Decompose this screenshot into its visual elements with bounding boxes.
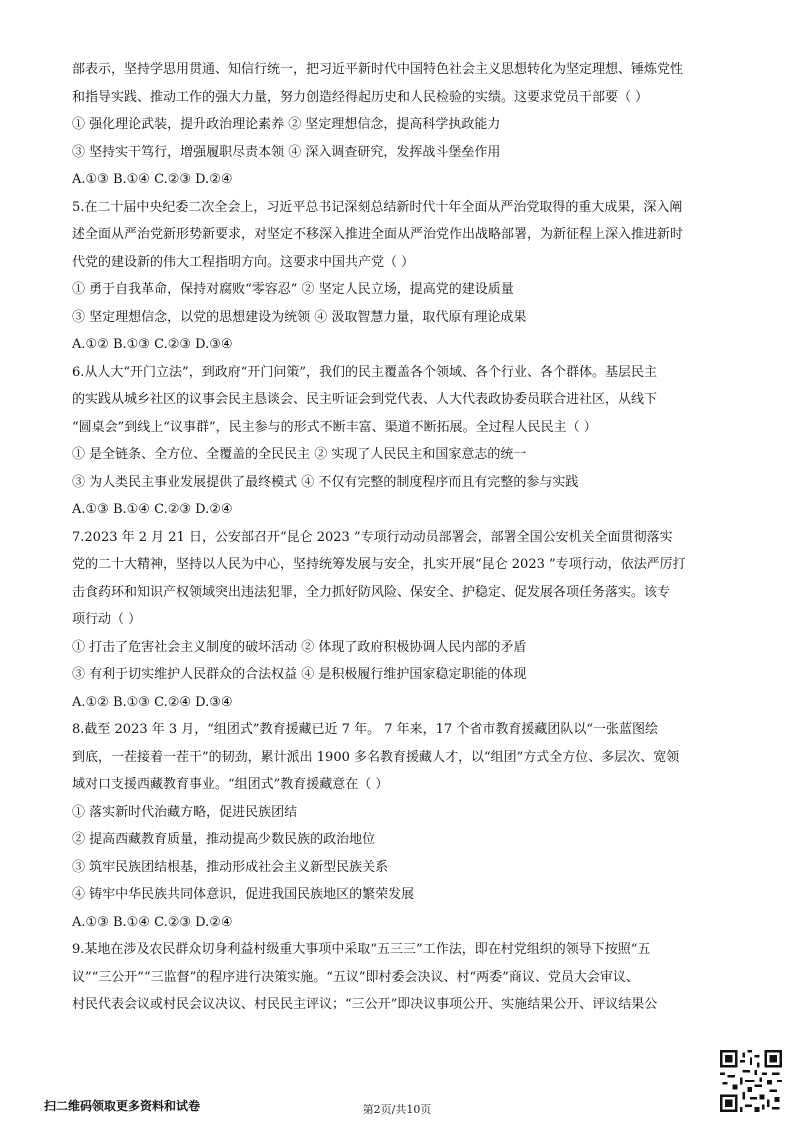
text-line: 和指导实践、推动工作的强大力量，努力创造经得起历史和人民检验的实绩。这要求党员干部要（ ） <box>72 89 649 105</box>
text-line: ③ 为人类民主事业发展提供了最终模式 ④ 不仅有完整的制度程序而且有完整的参与实践 <box>72 474 579 490</box>
text-line: 述全面从严治党新形势新要求，对坚定不移深入推进全面从严治党作出战略部署，为新征程上深入推进新时 <box>72 227 684 242</box>
text-line: 项行动（ ） <box>72 612 142 627</box>
text-line: A.①② B.①③ C.②③ D.③④ <box>72 337 233 352</box>
text-line: 8.截至 2023 年 3 月，“组团式”教育援藏已近 7 年。 7 年来，17 个省市教育援藏团队以“一张蓝图绘 <box>72 722 658 737</box>
text-line: “圆桌会”到线上“议事群”，民主参与的形式不断丰富、渠道不断拓展。全过程人民民主（ ） <box>72 419 597 435</box>
text-line: ③ 坚持实干笃行，增强履职尽责本领 ④ 深入调查研究，发挥战斗堡垒作用 <box>72 144 501 160</box>
qr-code-icon[interactable] <box>720 1050 782 1112</box>
text-line: ② 提高西藏教育质量，推动提高少数民族的政治地位 <box>72 832 376 847</box>
text-line: ③ 有利于切实维护人民群众的合法权益 ④ 是积极履行维护国家稳定职能的体现 <box>72 667 527 682</box>
text-line: ① 是全链条、全方位、全覆盖的全民民主 ② 实现了人民民主和国家意志的统一 <box>72 447 527 462</box>
text-line: 代党的建设新的伟大工程指明方向。这要求中国共产党（ ） <box>72 254 415 270</box>
text-line: A.①② B.①③ C.②④ D.③④ <box>72 694 233 710</box>
document-body <box>72 56 724 1019</box>
text-line: ④ 铸牢中华民族共同体意识，促进我国民族地区的繁荣发展 <box>72 887 415 902</box>
text-line: 9.某地在涉及农民群众切身利益村级重大事项中采取“五三三”工作法，即在村党组织的领导下按照“五 <box>72 942 651 957</box>
text-line: 域对口支援西藏教育事业。“组团式”教育援藏意在（ ） <box>72 777 389 792</box>
footer-promo-text: 扫二维码领取更多资料和试卷 <box>44 1099 201 1113</box>
text-line: ① 打击了危害社会主义制度的破坏活动 ② 体现了政府积极协调人民内部的矛盾 <box>72 639 527 655</box>
text-line: A.①③ B.①④ C.②③ D.②④ <box>72 172 233 187</box>
text-line: ① 强化理论武装，提升政治理论素养 ② 坚定理想信念，提高科学执政能力 <box>72 117 501 132</box>
text-line: 到底，一茬接着一茬干”的韧劲，累计派出 1900 多名教育援藏人才，以“组团”方式全方位、多层次、宽领 <box>72 749 680 765</box>
text-line: 党的二十大精神，坚持以人民为中心，坚持统筹发展与安全，扎实开展“昆仑 2023 ”专项行动，依法严厉打 <box>72 557 686 572</box>
text-line: A.①③ B.①④ C.②③ D.②④ <box>72 914 233 930</box>
text-line: 击食药环和知识产权领域突出违法犯罪，全力抓好防风险、保安全、护稳定、促发展各项任务落实。该专 <box>72 584 671 600</box>
text-line: 5.在二十届中央纪委二次全会上，习近平总书记深刻总结新时代十年全面从严治党取得的重大成果，深入阐 <box>72 199 683 215</box>
text-line: 村民代表会议或村民会议决议、村民民主评议；“三公开”即决议事项公开、实施结果公开、评议结果公 <box>72 997 658 1012</box>
page-number: 第2页/共10页 <box>362 1103 432 1116</box>
text-line: 7.2023 年 2 月 21 日，公安部召开“昆仑 2023 ”专项行动动员部署会，部署全国公安机关全面贯彻落实 <box>72 529 673 545</box>
text-line: 议”“三公开”“三监督”的程序进行决策实施。“五议”即村委会决议、村“两委”商议、党员大会审议、 <box>72 969 639 985</box>
text-line: A.①③ B.①④ C.②③ D.②④ <box>72 502 233 517</box>
text-line: ③ 筑牢民族团结根基，推动形成社会主义新型民族关系 <box>72 859 389 875</box>
text-line: ① 落实新时代治藏方略，促进民族团结 <box>72 804 298 820</box>
text-line: ③ 坚定理想信念，以党的思想建设为统领 ④ 汲取智慧力量，取代原有理论成果 <box>72 309 527 325</box>
text-line: 部表示，坚持学思用贯通、知信行统一，把习近平新时代中国特色社会主义思想转化为坚定理想、锤炼党性 <box>72 62 684 77</box>
text-line: ① 勇于自我革命，保持对腐败“零容忍” ② 坚定人民立场，提高党的建设质量 <box>72 282 514 297</box>
text-line: 的实践从城乡社区的议事会民主恳谈会、民主听证会到党代表、人大代表政协委员联合进社区，从线下 <box>72 392 658 407</box>
text-line: 6.从人大“开门立法”，到政府“开门问策”，我们的民主覆盖各个领域、各个行业、各个群体。基层民主 <box>72 364 657 380</box>
